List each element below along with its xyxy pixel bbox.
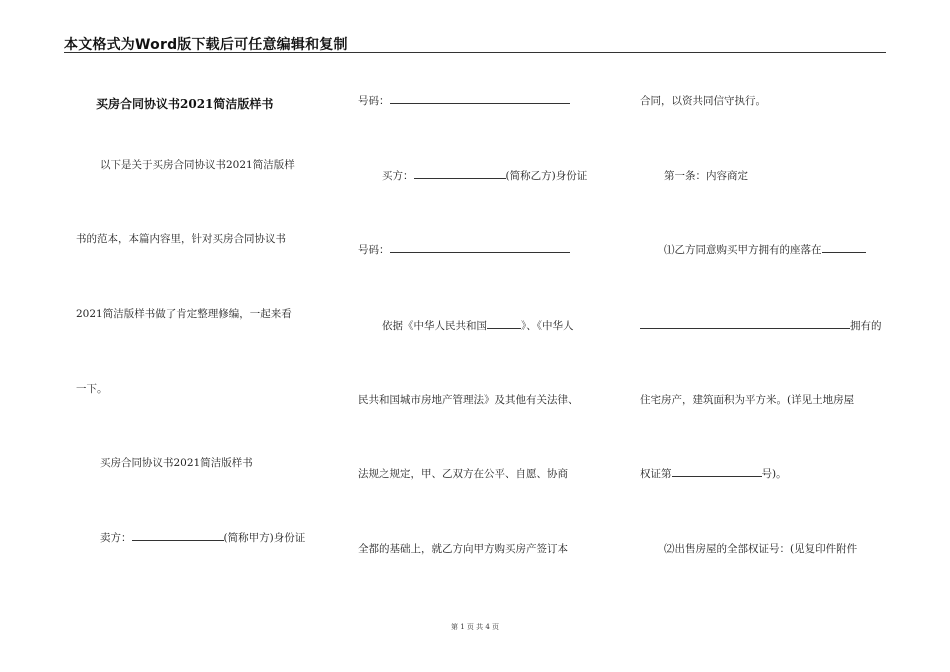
cert-line (640, 466, 787, 481)
owned-suffix: 拥有的 (850, 320, 882, 332)
buyer-id-line (358, 242, 570, 257)
buyer-line (382, 168, 587, 183)
location-blank (822, 242, 866, 253)
seller-id-line (358, 93, 570, 108)
document-title: 买房合同协议书2021简洁版样书 (96, 97, 274, 111)
cert-prefix: 权证第 (640, 468, 672, 480)
col2-line-5: 民共和国城市房地产管理法》及其他有关法律、 (358, 394, 579, 406)
owner-blank (640, 318, 850, 329)
item-1-line (664, 242, 866, 257)
item-2-line: ⑵出售房屋的全部权证号：(见复印件附件 (664, 543, 858, 555)
header-rule (64, 52, 886, 53)
cert-number-blank (672, 466, 762, 477)
col1-line-2: 书的范本，本篇内容里，针对买房合同协议书 (76, 233, 286, 245)
col2-line-6: 法规之规定，甲、乙双方在公平、自愿、协商 (358, 468, 568, 480)
item-1-text: ⑴乙方同意购买甲方拥有的座落在 (664, 244, 822, 256)
basis-prefix: 依据《中华人民共和国 (382, 320, 487, 332)
seller-label: 卖方： (100, 532, 132, 544)
cert-suffix: 号)。 (761, 468, 787, 480)
col3-line-1: 合同，以资共同信守执行。 (640, 95, 766, 107)
seller-id-label: 号码： (358, 95, 390, 107)
seller-line (100, 530, 305, 545)
col1-subtitle: 买房合同协议书2021简洁版样书 (100, 457, 253, 469)
buyer-label: 买方： (382, 170, 414, 182)
buyer-name-blank (414, 168, 506, 179)
page-number: 第 1 页 共 4 页 (450, 623, 500, 631)
col2-line-7: 全都的基础上，就乙方向甲方购买房产签订本 (358, 543, 568, 555)
col1-line-1: 以下是关于买房合同协议书2021简洁版样 (100, 159, 295, 171)
document-header: 本文格式为Word版下载后可任意编辑和复制 (64, 37, 348, 53)
basis-line (382, 318, 574, 333)
buyer-suffix: (简称乙方)身份证 (505, 170, 588, 182)
owned-line (640, 318, 882, 333)
seller-suffix: (简称甲方)身份证 (223, 532, 306, 544)
article-1-heading: 第一条：内容商定 (664, 170, 748, 182)
col1-line-3: 2021简洁版样书做了肯定整理修编，一起来看 (76, 308, 292, 320)
law-name-blank (487, 318, 521, 329)
buyer-id-label: 号码： (358, 244, 390, 256)
buyer-id-blank (390, 242, 570, 253)
basis-suffix: 》、《中华人 (521, 320, 574, 332)
col1-line-4: 一下。 (76, 383, 108, 395)
seller-name-blank (132, 530, 224, 541)
seller-id-blank (390, 93, 570, 104)
col3-line-5: 住宅房产，建筑面积为平方米。(详见土地房屋 (640, 394, 855, 406)
